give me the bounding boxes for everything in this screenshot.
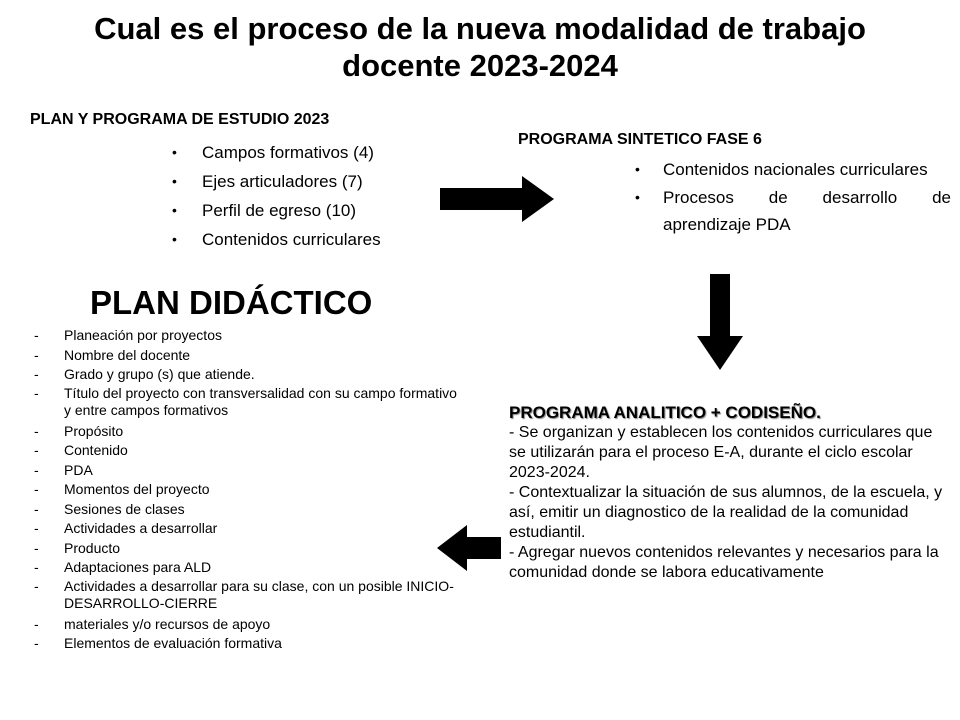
programa-sintetico-heading: PROGRAMA SINTETICO FASE 6	[518, 131, 762, 148]
programa-analitico-paragraph: - Agregar nuevos contenidos relevantes y necesarios para la comunidad donde se labora educativamente	[509, 544, 939, 581]
list-item: • Ejes articuladores (7)	[30, 167, 450, 196]
programa-sintetico-block	[515, 130, 951, 239]
list-item: • Procesos de desarrollo de aprendizaje PDA	[515, 184, 951, 238]
dash-icon: -	[34, 539, 39, 556]
bullet-icon: •	[635, 189, 640, 205]
plan-estudio-block	[30, 110, 450, 254]
list-item: - Nombre del docente	[34, 346, 462, 366]
arrow-down-icon	[697, 274, 743, 370]
list-item: - Contenido	[34, 441, 462, 461]
dash-icon: -	[34, 635, 39, 651]
dash-icon: -	[34, 559, 39, 575]
bullet-icon: •	[172, 202, 177, 218]
list-item: - Grado y grupo (s) que atiende.	[34, 365, 462, 385]
bullet-icon: •	[172, 173, 177, 189]
list-item: • Perfil de egreso (10)	[30, 196, 450, 225]
list-item: • Contenidos nacionales curriculares	[515, 156, 951, 183]
list-item: - PDA	[34, 461, 462, 481]
dash-icon: -	[34, 481, 39, 497]
dash-icon: -	[34, 366, 39, 382]
dash-icon: -	[34, 384, 39, 401]
plan-estudio-list	[30, 138, 450, 254]
dash-icon: -	[34, 327, 39, 343]
list-item: - Título del proyecto con transversalidad con su campo formativo y entre campos formativos	[34, 384, 457, 418]
list-item: - Actividades a desarrollar	[34, 519, 462, 539]
programa-sintetico-list	[515, 156, 951, 238]
list-item: - Sesiones de clases	[34, 500, 462, 520]
list-item: - Momentos del proyecto	[34, 480, 462, 500]
dash-icon: -	[34, 615, 39, 632]
list-item: • Contenidos curriculares	[30, 225, 450, 254]
dash-icon: -	[34, 461, 39, 478]
plan-didactico-title: PLAN DIDÁCTICO	[90, 284, 373, 321]
page-title: Cual es el proceso de la nueva modalidad de trabajo docente 2023-2024	[94, 11, 866, 83]
bullet-icon: •	[172, 231, 177, 247]
dash-icon: -	[34, 346, 39, 363]
dash-icon: -	[34, 500, 39, 517]
list-item: - Propósito	[34, 422, 462, 442]
list-item: - Producto	[34, 539, 462, 559]
plan-didactico-list	[34, 326, 462, 654]
plan-estudio-heading: PLAN Y PROGRAMA DE ESTUDIO 2023	[30, 111, 330, 128]
list-item: - Elementos de evaluación formativa	[34, 634, 462, 654]
list-item: - materiales y/o recursos de apoyo	[34, 615, 462, 635]
arrow-left-icon	[437, 525, 501, 571]
programa-analitico-block	[509, 403, 949, 583]
dash-icon: -	[34, 577, 39, 594]
list-item: - Planeación por proyectos	[34, 326, 462, 346]
bullet-icon: •	[635, 161, 640, 177]
dash-icon: -	[34, 442, 39, 458]
list-item: • Campos formativos (4)	[30, 138, 450, 167]
list-item: - Adaptaciones para ALD	[34, 558, 462, 578]
dash-icon: -	[34, 520, 39, 536]
programa-analitico-paragraph: - Contextualizar la situación de sus alumnos, de la escuela, y así, emitir un diagnostico de la realidad de la comunidad estudiantil.	[509, 484, 943, 541]
dash-icon: -	[34, 422, 39, 439]
programa-analitico-heading: PROGRAMA ANALITICO + CODISEÑO.	[509, 403, 821, 422]
bullet-icon: •	[172, 144, 177, 160]
programa-analitico-paragraph: - Se organizan y establecen los contenidos curriculares que se utilizarán para el proceso E-A, durante el ciclo escolar 2023-2024.	[509, 424, 933, 481]
list-item: - Actividades a desarrollar para su clase, con un posible INICIO-DESARROLLO-CIERRE	[34, 577, 454, 611]
